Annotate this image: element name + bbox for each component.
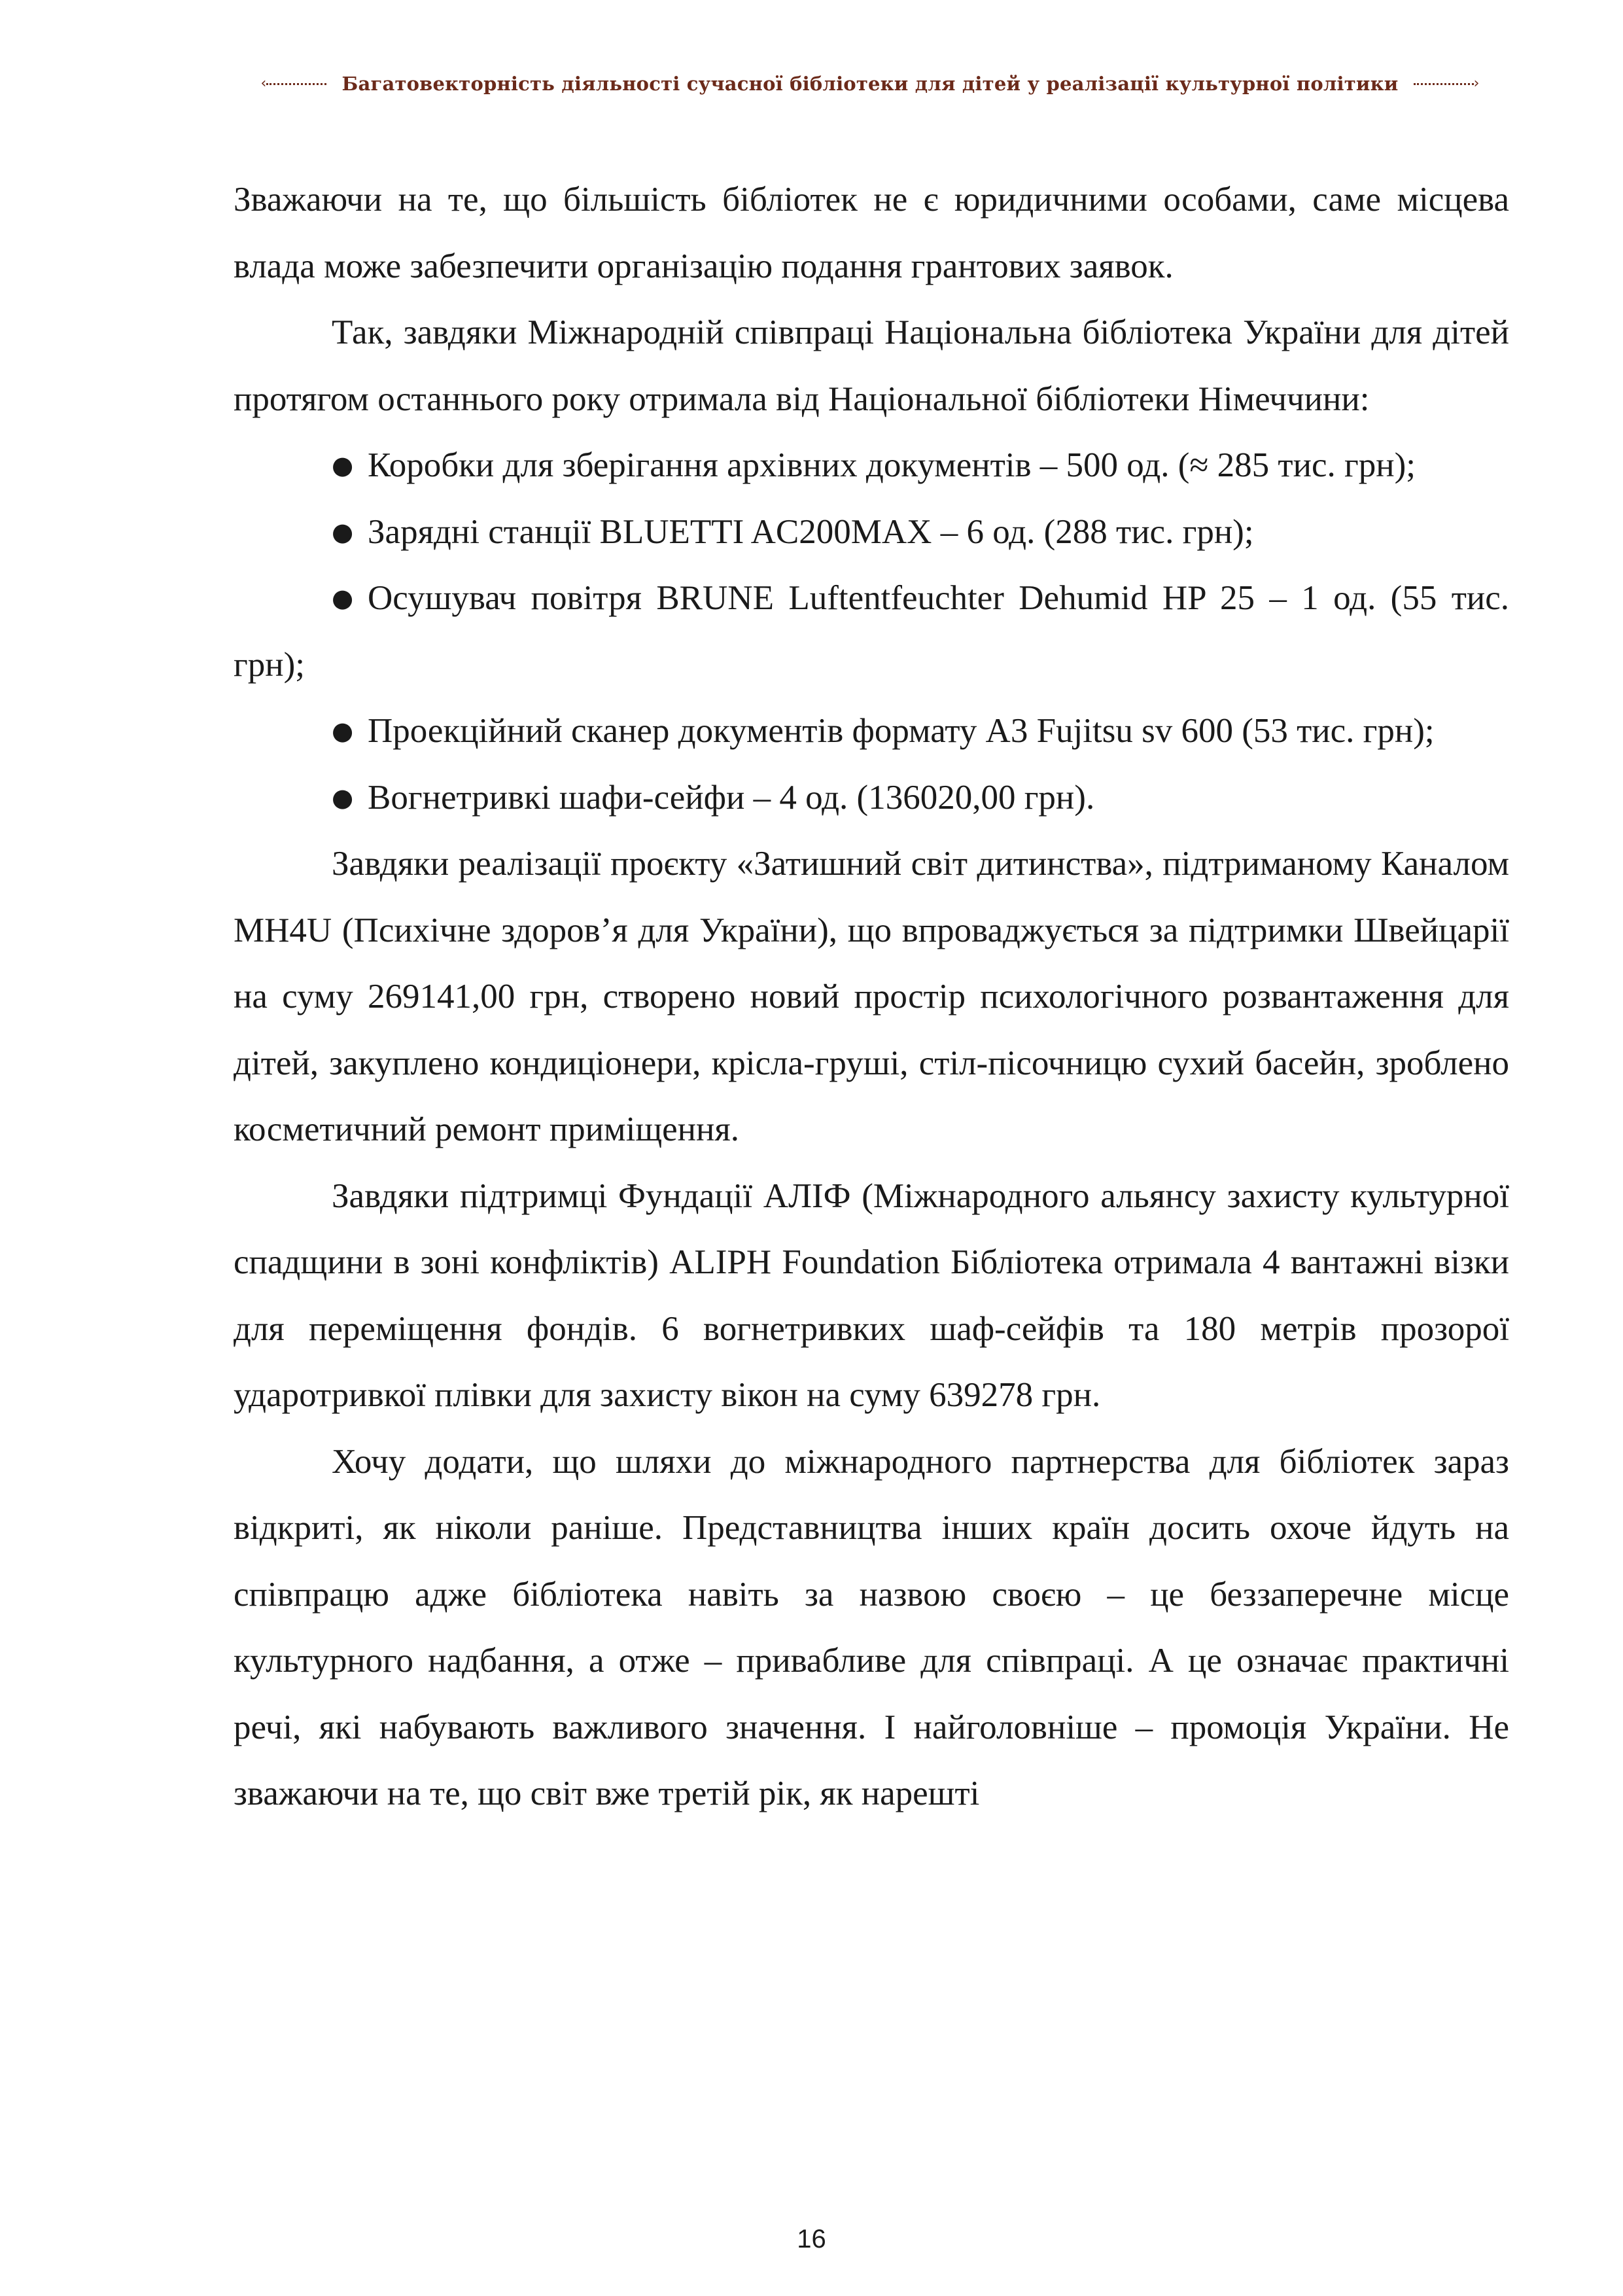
arrow-right-icon: › xyxy=(1473,75,1480,92)
paragraph: Завдяки реалізації проєкту «Затишний світ дитинства», підтриманому Каналом MH4U (Психічне здоров’я для України), що впроваджується за підтримки Швейцарії на суму 269141,00 грн, створено новий простір психологічного розвантаження для дітей, закуплено кондиціонери, крісла-груші, стіл-пісочницю сухий басейн, зроблено косметичний ремонт приміщення. xyxy=(234,845,1509,1148)
arrow-left-icon: ‹ xyxy=(260,75,267,92)
header-left-arrow xyxy=(260,75,326,92)
paragraph: Завдяки підтримці Фундації АЛІФ (Міжнародного альянсу захисту культурної спадщини в зоні конфліктів) ALIPH Foundation Бібліотека отримала 4 вантажні візки для переміщення фондів. 6 вогнетривких шаф-сейфів та 180 метрів прозорої ударотривкої плівки для захисту вікон на суму 639278 грн. xyxy=(234,1176,1509,1414)
paragraph: Зважаючи на те, що більшість бібліотек не є юридичними особами, саме місцева влада може забезпечити організацію подання грантових заявок. xyxy=(234,181,1509,285)
list-item-text: Проекційний сканер документів формату А3 Fujitsu sv 600 (53 тис. грн); xyxy=(368,712,1435,750)
list-item xyxy=(234,698,1509,765)
list-item xyxy=(234,765,1509,832)
bullet-icon: ● xyxy=(332,517,354,546)
bullet-icon: ● xyxy=(332,451,354,480)
list-item-text: Коробки для зберігання архівних документів – 500 од. (≈ 285 тис. грн); xyxy=(368,446,1416,484)
dotted-line xyxy=(266,83,326,85)
dotted-line xyxy=(1414,83,1473,85)
list-item xyxy=(234,499,1509,566)
list-item xyxy=(234,433,1509,499)
list-item xyxy=(234,565,1509,698)
bullet-icon: ● xyxy=(332,716,354,745)
bullet-icon: ● xyxy=(332,584,354,612)
document-body xyxy=(234,167,1509,1828)
list-item-text: Зарядні станції BLUETTI AC200MAX – 6 од. (288 тис. грн); xyxy=(368,512,1254,551)
header-right-arrow xyxy=(1414,75,1480,92)
list-item-text: Вогнетривкі шафи-сейфи – 4 од. (136020,00 грн). xyxy=(368,778,1095,817)
header-title: Багатовекторність діяльності сучасної бібліотеки для дітей у реалізації культурної політики xyxy=(341,73,1399,95)
bullet-icon: ● xyxy=(332,783,354,812)
paragraph: Так, завдяки Міжнародній співпраці Національна бібліотека України для дітей протягом останнього року отримала від Національної бібліотеки Німеччини: xyxy=(234,313,1509,418)
list-item-text: Осушувач повітря BRUNE Luftentfeuchter Dehumid HP 25 – 1 од. (55 тис. грн); xyxy=(234,579,1509,684)
paragraph: Хочу додати, що шляхи до міжнародного партнерства для бібліотек зараз відкриті, як ніколи раніше. Представництва інших країн досить охоче йдуть на співпрацю адже бібліотека навіть за назвою своєю – це беззаперечне місце культурного надбання, а отже – привабливе для співпраці. А це означає практичні речі, які набувають важливого значення. І найголовніше – промоція України. Не зважаючи на те, що світ вже третій рік, як нарешті xyxy=(234,1442,1509,1812)
running-header xyxy=(249,64,1492,103)
page-number: 16 xyxy=(797,2225,826,2253)
